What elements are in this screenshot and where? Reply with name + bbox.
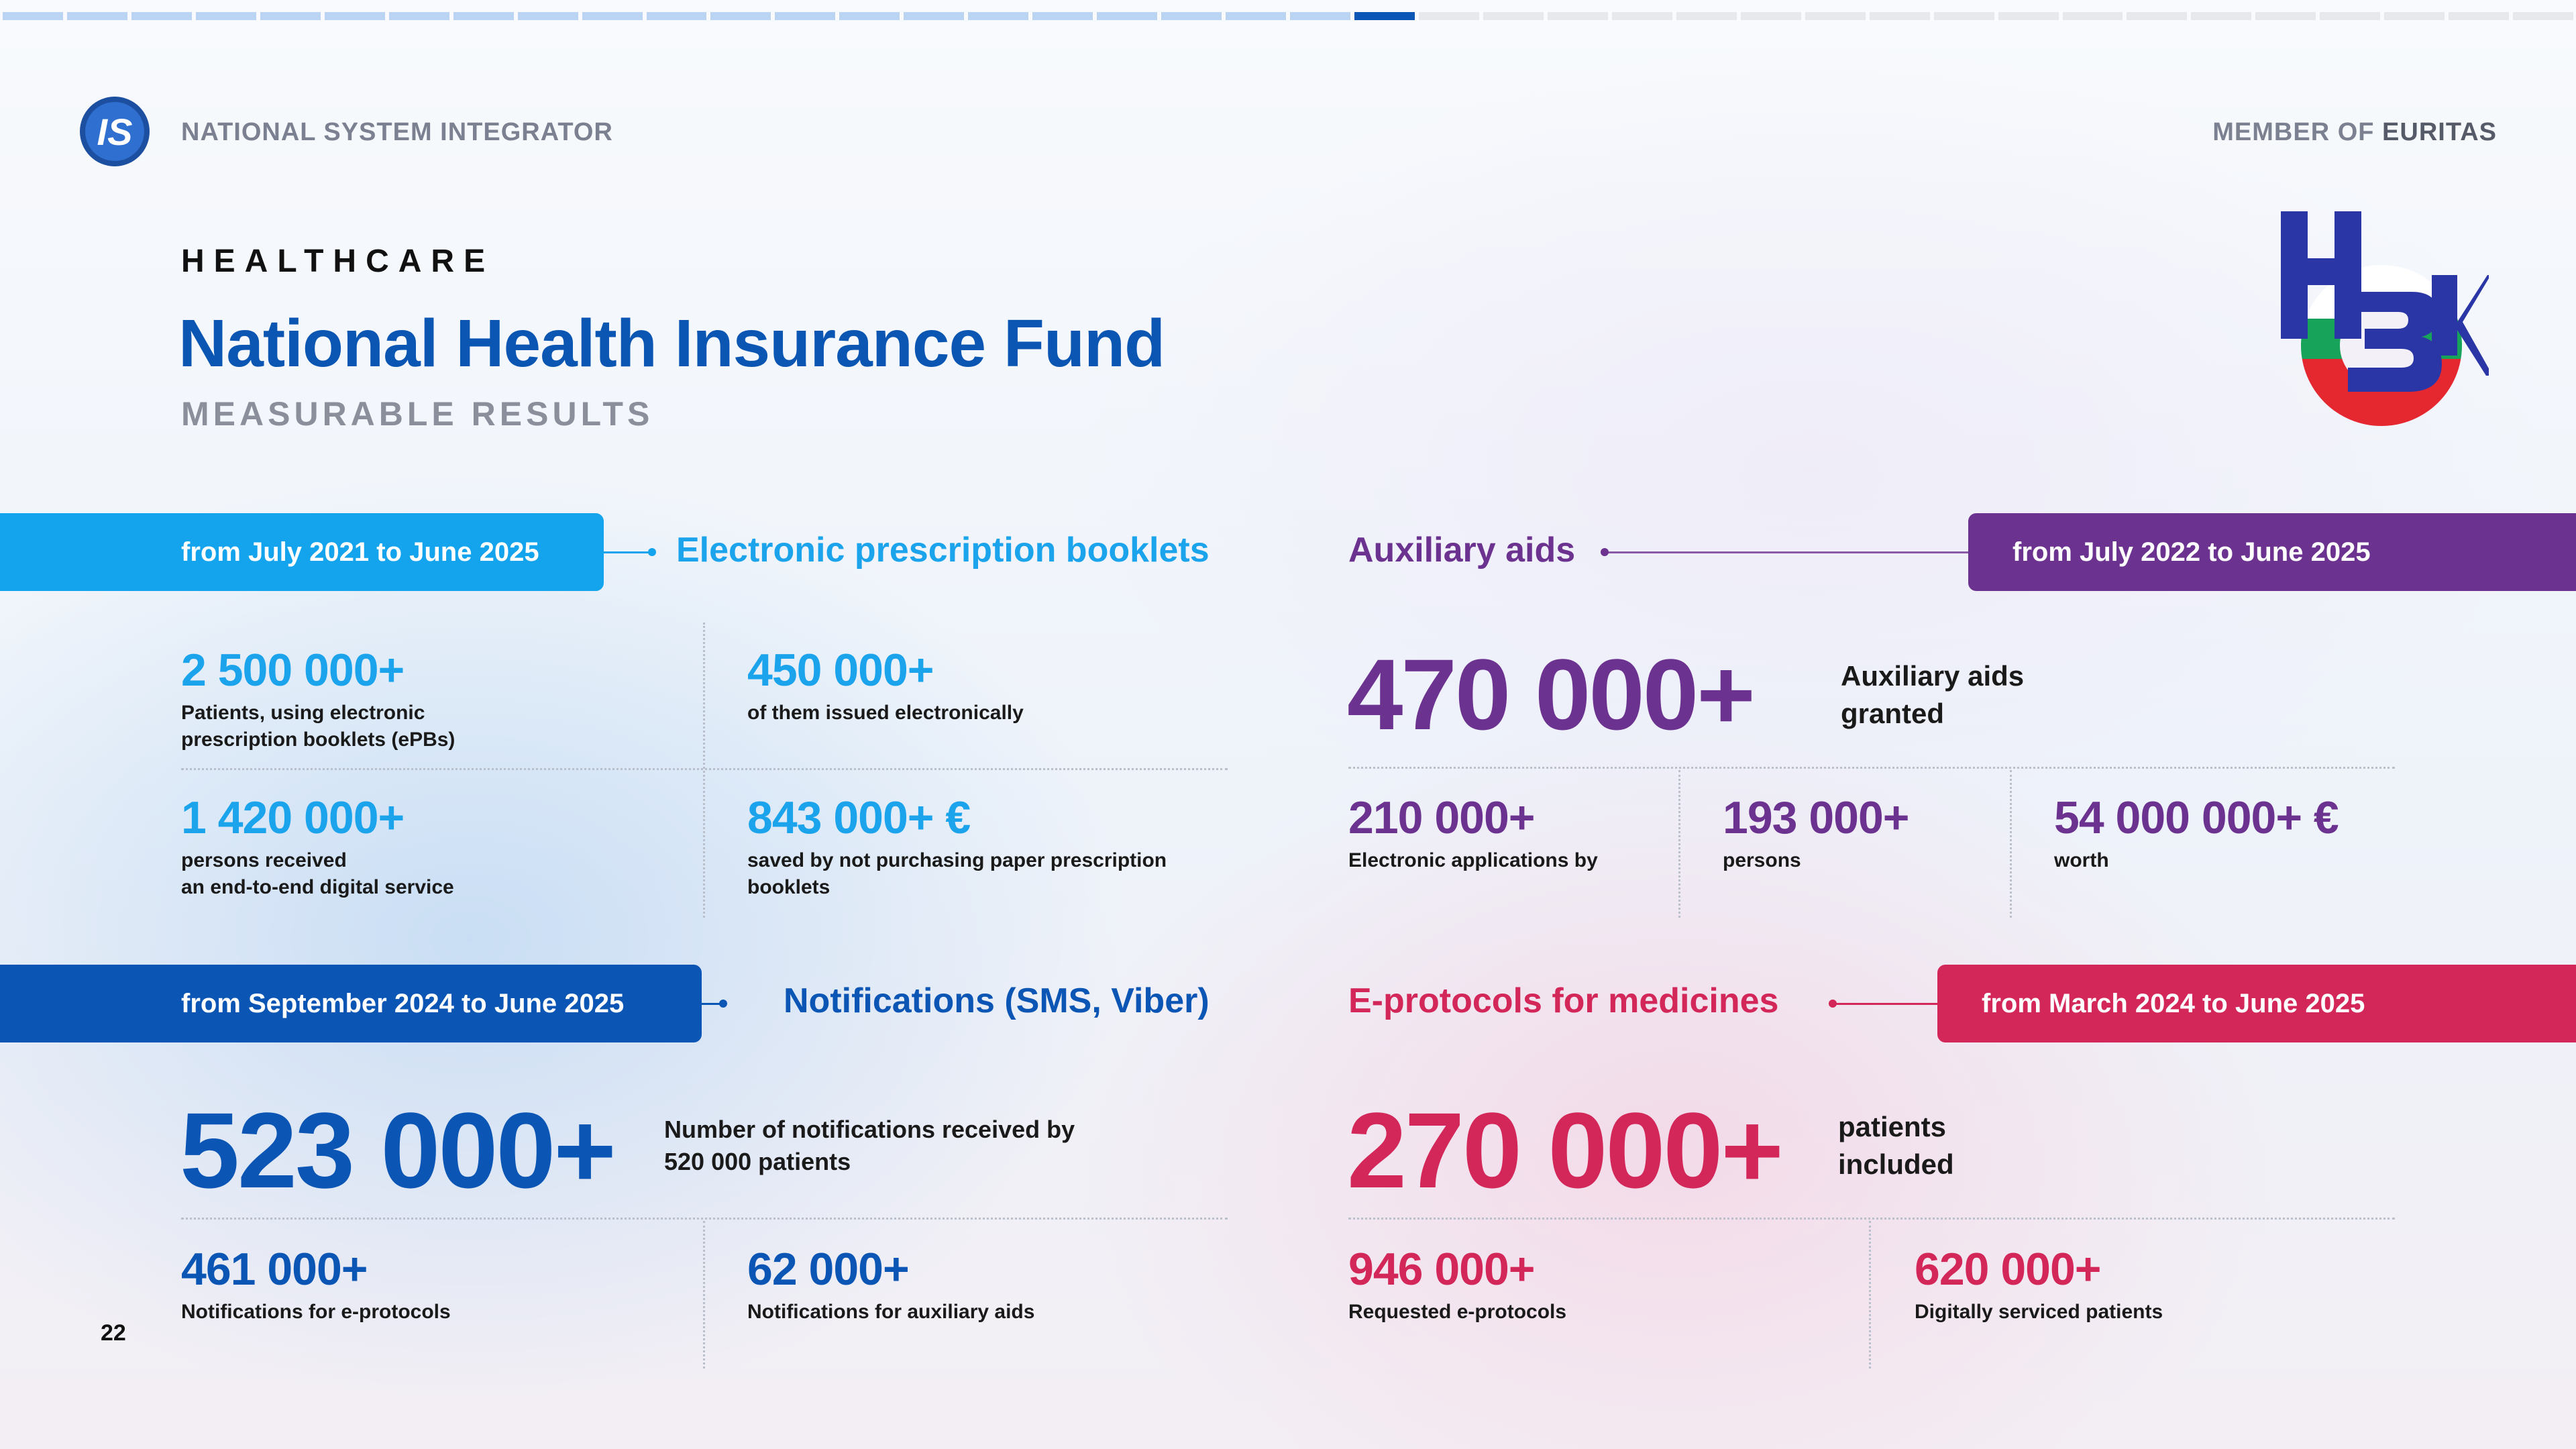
stat-desc: prescription booklets (ePBs) xyxy=(181,729,455,751)
auxiliary-connector xyxy=(1605,551,1968,553)
progress-segment xyxy=(582,12,643,20)
progress-segment xyxy=(968,12,1028,20)
progress-segment-current xyxy=(1354,12,1415,20)
progress-segment xyxy=(3,12,63,20)
sector-label: HEALTHCARE xyxy=(181,244,495,279)
progress-segment xyxy=(67,12,127,20)
notifications-period-pill xyxy=(0,965,702,1042)
progress-segment xyxy=(453,12,514,20)
prescriptions-connector xyxy=(604,551,652,553)
headline-desc-line: 520 000 patients xyxy=(664,1148,851,1175)
progress-segment xyxy=(1226,12,1286,20)
prescriptions-title: Electronic prescription booklets xyxy=(676,531,1210,570)
stat-saved xyxy=(747,792,1167,901)
progress-segment xyxy=(1612,12,1672,20)
headline-desc-line: granted xyxy=(1841,698,1945,729)
progress-segment xyxy=(1161,12,1222,20)
stat-desc: Electronic applications by xyxy=(1348,849,1598,871)
notifications-connector xyxy=(702,1003,723,1005)
is-logo xyxy=(79,96,150,167)
stat-desc: worth xyxy=(2054,849,2109,871)
progress-segment xyxy=(260,12,321,20)
stat-value: 62 000+ xyxy=(747,1244,909,1295)
progress-segment xyxy=(1548,12,1608,20)
nhif-logo xyxy=(2274,208,2489,449)
stat-electronic-applications xyxy=(1348,792,1598,874)
progress-segment xyxy=(518,12,578,20)
eprotocols-vdivider xyxy=(1869,1221,1871,1368)
is-logo-text: IS xyxy=(97,111,133,153)
page-title: National Health Insurance Fund xyxy=(178,306,1165,381)
progress-segment xyxy=(1419,12,1479,20)
progress-segment xyxy=(2513,12,2573,20)
stat-value: 54 000 000+ € xyxy=(2054,792,2339,843)
eprotocols-period-pill xyxy=(1937,965,2576,1042)
stat-value: 461 000+ xyxy=(181,1244,368,1295)
eprotocols-hdivider xyxy=(1348,1218,2395,1220)
auxiliary-title: Auxiliary aids xyxy=(1348,531,1576,570)
stat-desc: an end-to-end digital service xyxy=(181,876,454,898)
stat-persons xyxy=(1723,792,1909,874)
prescriptions-hdivider xyxy=(181,768,1228,770)
stat-desc: persons xyxy=(1723,849,1801,871)
auxiliary-hdivider xyxy=(1348,767,2395,769)
stat-patients-epb xyxy=(181,647,455,753)
progress-segment xyxy=(1483,12,1544,20)
progress-segment xyxy=(1870,12,1930,20)
page-subtitle: MEASURABLE RESULTS xyxy=(181,395,654,433)
notifications-vdivider xyxy=(703,1221,705,1368)
slide-progress-bar xyxy=(0,12,2576,20)
notifications-title: Notifications (SMS, Viber) xyxy=(784,981,1210,1020)
progress-segment xyxy=(2449,12,2509,20)
auxiliary-vdivider-1 xyxy=(1678,770,1680,918)
progress-segment xyxy=(1290,12,1350,20)
stat-value: 946 000+ xyxy=(1348,1244,1535,1295)
auxiliary-headline-desc xyxy=(1841,657,2024,733)
stat-desc: Requested e-protocols xyxy=(1348,1301,1567,1323)
stat-notif-auxiliary xyxy=(747,1246,1034,1326)
progress-segment xyxy=(2384,12,2445,20)
member-of xyxy=(2212,118,2497,147)
org-name: NATIONAL SYSTEM INTEGRATOR xyxy=(181,118,613,146)
auxiliary-period: from July 2022 to June 2025 xyxy=(2012,537,2371,567)
progress-segment xyxy=(775,12,835,20)
progress-segment xyxy=(325,12,385,20)
stat-desc: of them issued electronically xyxy=(747,702,1024,724)
progress-segment xyxy=(839,12,900,20)
headline-desc-line: included xyxy=(1838,1148,1954,1180)
stat-requested-eprotocols xyxy=(1348,1246,1566,1326)
stat-value: 2 500 000+ xyxy=(181,645,405,696)
progress-segment xyxy=(647,12,707,20)
stat-desc: persons received xyxy=(181,849,347,871)
notifications-headline-desc xyxy=(664,1114,1075,1178)
stat-desc: booklets xyxy=(747,876,830,898)
notifications-hdivider xyxy=(181,1218,1228,1220)
progress-segment xyxy=(904,12,964,20)
stat-value: 620 000+ xyxy=(1915,1244,2101,1295)
progress-segment xyxy=(1741,12,1801,20)
stat-desc: saved by not purchasing paper prescription xyxy=(747,849,1167,871)
stat-digitally-serviced xyxy=(1915,1246,2163,1326)
stat-notif-eprotocols xyxy=(181,1246,451,1326)
progress-segment xyxy=(710,12,771,20)
progress-segment xyxy=(1934,12,1994,20)
stat-desc: Digitally serviced patients xyxy=(1915,1301,2163,1323)
stat-desc: Notifications for e-protocols xyxy=(181,1301,451,1323)
notifications-period: from September 2024 to June 2025 xyxy=(181,988,625,1018)
stat-value: 450 000+ xyxy=(747,645,934,696)
progress-segment xyxy=(2063,12,2123,20)
prescriptions-period: from July 2021 to June 2025 xyxy=(181,537,539,567)
progress-segment xyxy=(2191,12,2251,20)
headline-desc-line: patients xyxy=(1838,1111,1947,1142)
stat-digital-service xyxy=(181,792,454,901)
progress-segment xyxy=(1032,12,1093,20)
headline-desc-line: Number of notifications received by xyxy=(664,1116,1075,1143)
prescriptions-period-pill xyxy=(0,513,604,591)
stat-worth xyxy=(2054,792,2339,874)
stat-value: 210 000+ xyxy=(1348,792,1535,843)
progress-segment xyxy=(1676,12,1737,20)
stat-value: 193 000+ xyxy=(1723,792,1909,843)
notifications-headline-value: 523 000+ xyxy=(180,1090,614,1210)
page-number: 22 xyxy=(101,1320,126,1346)
stat-desc: Notifications for auxiliary aids xyxy=(747,1301,1035,1323)
progress-segment xyxy=(1998,12,2059,20)
stat-issued-electronically xyxy=(747,647,1024,727)
progress-segment xyxy=(389,12,449,20)
progress-segment xyxy=(131,12,192,20)
auxiliary-headline-value: 470 000+ xyxy=(1347,638,1754,751)
progress-segment xyxy=(2320,12,2380,20)
stat-desc: Patients, using electronic xyxy=(181,702,425,724)
prescriptions-vdivider xyxy=(703,623,705,918)
member-prefix: MEMBER OF xyxy=(2212,118,2375,146)
auxiliary-vdivider-2 xyxy=(2010,770,2012,918)
progress-segment xyxy=(2255,12,2316,20)
progress-segment xyxy=(1097,12,1157,20)
eprotocols-connector xyxy=(1833,1003,1937,1005)
eprotocols-headline-value: 270 000+ xyxy=(1347,1090,1782,1210)
progress-segment xyxy=(1805,12,1866,20)
stat-value: 1 420 000+ xyxy=(181,792,405,843)
eprotocols-period: from March 2024 to June 2025 xyxy=(1982,988,2365,1018)
eprotocols-title: E-protocols for medicines xyxy=(1348,981,1779,1020)
headline-desc-line: Auxiliary aids xyxy=(1841,660,2025,692)
auxiliary-period-pill xyxy=(1968,513,2576,591)
eprotocols-headline-desc xyxy=(1838,1108,1954,1183)
stat-value: 843 000+ € xyxy=(747,792,971,843)
progress-segment xyxy=(2127,12,2187,20)
member-name: EURITAS xyxy=(2382,118,2497,146)
progress-segment xyxy=(196,12,256,20)
